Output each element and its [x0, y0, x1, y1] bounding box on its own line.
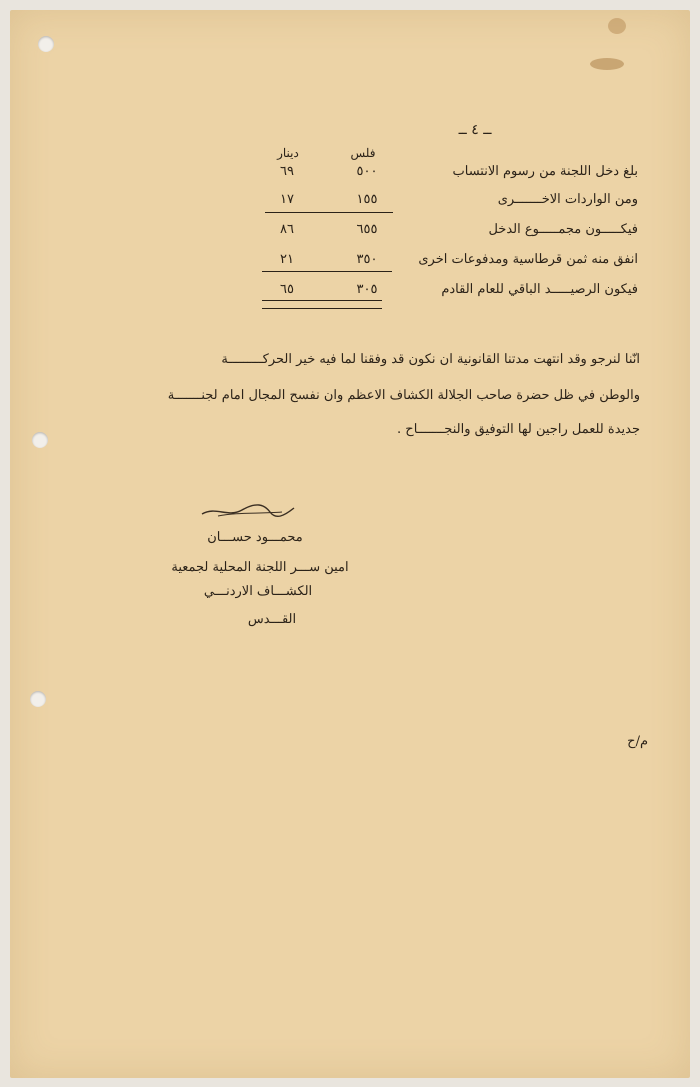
ledger-row-dinar: ٢١ [280, 252, 294, 267]
dinar-column-header: دينار [277, 146, 299, 160]
signatory-organization: الكشـــاف الاردنـــي [203, 584, 313, 599]
subtotal-rule [265, 212, 393, 213]
ledger-row-label: ومن الواردات الاخـــــــرى [497, 192, 638, 207]
ledger-row-fils: ٣٥٠ [356, 252, 378, 267]
page-number: ــ ٤ ــ [458, 122, 492, 138]
fils-column-header: فلس [350, 146, 376, 160]
ledger-row-fils: ٥٠٠ [356, 164, 378, 179]
reference-mark: م/ح [627, 734, 648, 749]
signatory-title: امين ســـر اللجنة المحلية لجمعية [171, 560, 349, 575]
paragraph-line: جديدة للعمل راجين لها التوفيق والنجـــــــاح . [397, 422, 640, 437]
ledger-row-dinar: ١٧ [280, 192, 294, 207]
punch-hole-top [38, 36, 54, 52]
ledger-row-dinar: ٦٥ [280, 282, 294, 297]
ledger-row-label: فيكـــــون مجمـــــوع الدخل [488, 222, 638, 237]
ledger-row-label: بلغ دخل اللجنة من رسوم الانتساب [452, 164, 638, 179]
ledger-row-fils: ١٥٥ [356, 192, 378, 207]
double-rule [262, 300, 382, 301]
signatory-city: القـــدس [247, 612, 297, 627]
stain-mark [590, 58, 624, 70]
ledger-row-dinar: ٨٦ [280, 222, 294, 237]
ledger-row-label: انفق منه ثمن قرطاسية ومدفوعات اخرى [418, 252, 638, 267]
signatory-name: محمـــود حســـان [207, 530, 303, 545]
paragraph-line: والوطن في ظل حضرة صاحب الجلالة الكشاف الاعظم وان نفسح المجال امام لجنـــــــة [167, 388, 640, 403]
punch-hole-middle [32, 432, 48, 448]
ledger-row-fils: ٣٠٥ [356, 282, 378, 297]
double-rule [262, 308, 382, 309]
stain-mark [608, 18, 626, 34]
ledger-row-dinar: ٦٩ [280, 164, 294, 179]
total-rule [262, 271, 392, 272]
handwritten-signature [198, 500, 298, 522]
punch-hole-bottom [30, 691, 46, 707]
paragraph-line: انّنا لنرجو وقد انتهت مدتنا القانونية ان نكون قد وفقنا لما فيه خير الحركـــــــــة [221, 352, 640, 367]
ledger-row-fils: ٦٥٥ [356, 222, 378, 237]
ledger-row-label: فيكون الرصيـــــد الباقي للعام القادم [441, 282, 638, 297]
